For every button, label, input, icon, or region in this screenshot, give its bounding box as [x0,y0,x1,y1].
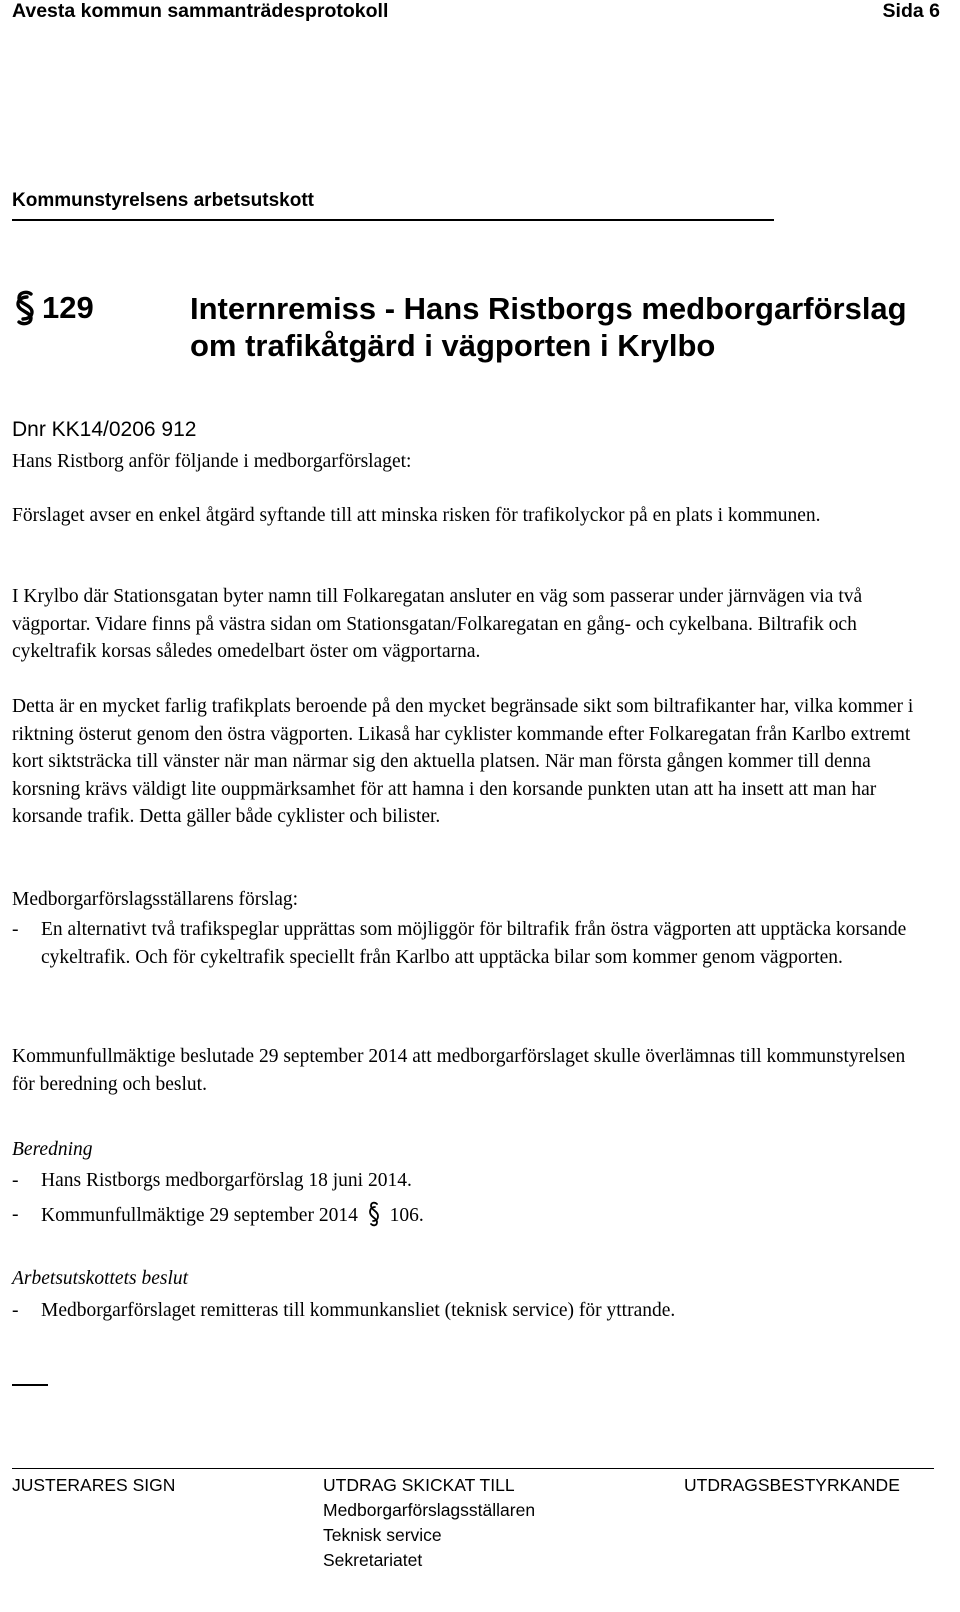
section-sign-icon [367,1201,381,1227]
list-dash: - [12,919,19,940]
proposal-list-item [12,916,932,972]
paragraph-1: Förslaget avser en enkel åtgärd syftande till att minska risken för trafikolyckor på en plats i kommunen. [12,505,821,526]
section-number-value: 129 [42,290,94,325]
proposal-item-text: En alternativt två trafikspeglar upprättas som möjliggör för biltrafik från östra vägporten att upptäcka korsande cykeltrafik. Och för cykeltrafik speciellt från Karlbo att upptäcka bilar som kommer genom vägporten. [41,919,907,968]
list-dash: - [12,1204,19,1225]
proposal-heading: Medborgarförslagsställarens förslag: [12,889,299,910]
footer-rule [12,1468,934,1469]
beredning-item-2-before: Kommunfullmäktige 29 september 2014 [41,1205,358,1226]
list-dash: - [12,1300,19,1321]
committee-underline [12,219,774,221]
section-title: Internremiss - Hans Ristborgs medborgarförslag om trafikåtgärd i vägporten i Krylbo [190,291,907,363]
page-number: Sida 6 [882,0,940,22]
intro-text: Hans Ristborg anför följande i medborgarförslaget: [12,451,412,472]
footer-distribution-line: Medborgarförslagsställaren [323,1500,536,1520]
beslut-heading: Arbetsutskottets beslut [12,1268,189,1289]
protocol-title: Avesta kommun sammanträdesprotokoll [12,0,389,22]
footer-distribution-heading: UTDRAG SKICKAT TILL [323,1475,515,1495]
case-number: Dnr KK14/0206 912 [12,418,197,441]
beredning-item-1 [12,1167,932,1195]
footer-distribution-line: Teknisk service [323,1525,442,1545]
section-number [12,290,94,326]
footer-certification-label: UTDRAGSBESTYRKANDE [684,1475,900,1495]
section-sign-icon [12,290,38,326]
paragraph-3: Detta är en mycket farlig trafikplats beroende på den mycket begränsade sikt som biltrafikanter har, vilka kommer i riktning österut genom den östra vägporten. Likaså har cyklister kommande efter Folkaregatan från Karlbo extremt kort siktsträcka till vänster när man närmar sig den aktuella platsen. När man första gången kommer till denna korsning krävs väldigt lite ouppmärksamhet för att hamna i den korsande punkten utan att ha insett att man har korsande trafik. Detta gäller både cyklister och bilister. [12,696,914,828]
beslut-item-text: Medborgarförslaget remitteras till kommunkansliet (teknisk service) för yttrande. [41,1300,676,1321]
beredning-item-1-text: Hans Ristborgs medborgarförslag 18 juni 2014. [41,1170,412,1191]
end-rule [12,1384,48,1386]
list-dash: - [12,1170,19,1191]
beredning-item-2 [12,1201,932,1230]
footer-distribution [323,1473,535,1573]
footer-signature-label: JUSTERARES SIGN [12,1475,176,1495]
beslut-item [12,1297,932,1325]
beredning-item-2-after: 106. [389,1205,424,1226]
paragraph-2: I Krylbo där Stationsgatan byter namn till Folkaregatan ansluter en väg som passerar under järnvägen via två vägportar. Vidare finns på västra sidan om Stationsgatan/Folkaregatan en gång- och cykelbana. Biltrafik och cykeltrafik korsas således omedelbart öster om vägportarna. [12,586,863,663]
beredning-item-2-text [41,1201,424,1230]
decision-text: Kommunfullmäktige beslutade 29 september 2014 att medborgarförslaget skulle överlämnas till kommunstyrelsen för beredning och beslut. [12,1046,906,1095]
footer-distribution-line: Sekretariatet [323,1550,423,1570]
beredning-heading: Beredning [12,1139,93,1160]
committee-name: Kommunstyrelsens arbetsutskott [12,190,314,211]
